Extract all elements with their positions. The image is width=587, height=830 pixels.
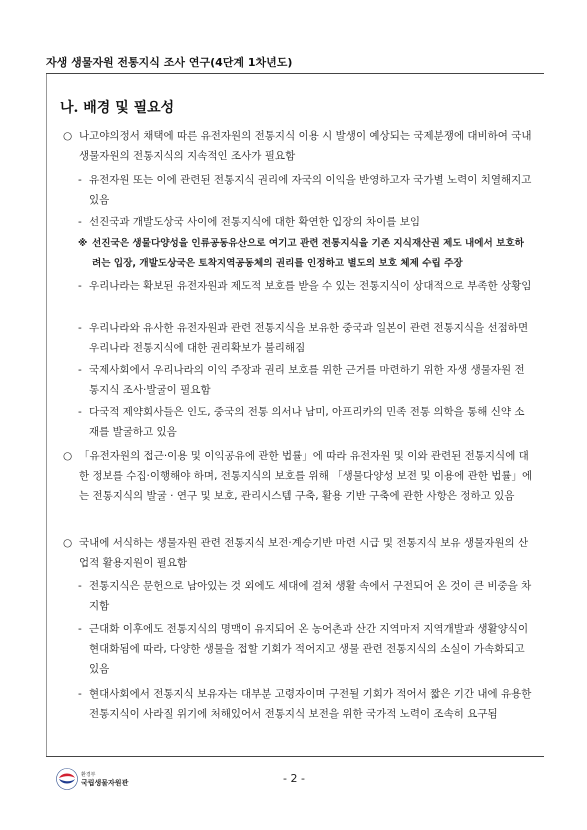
item-text: 근대화 이후에도 전통지식의 명맥이 유지되어 온 농어촌과 산간 지역마저 지역개발과 생활양식이 현대화됨에 따라, 다양한 생물을 접할 기회가 적어지고 생물 관련 전통지식의 소실이 가속화되고 있음 bbox=[89, 623, 529, 675]
dash-item-1a bbox=[78, 170, 533, 210]
dash-item-3c bbox=[78, 684, 533, 724]
circle-bullet: ○ bbox=[63, 130, 73, 142]
item-text: 전통지식은 문헌으로 남아있는 것 외에도 세대에 걸쳐 생활 속에서 구전되어 온 것이 큰 비중을 차지함 bbox=[89, 580, 532, 612]
dash-bullet: - bbox=[78, 364, 82, 376]
dash-bullet: - bbox=[78, 280, 82, 292]
paragraph-text: 「유전자원의 접근·이용 및 이익공유에 관한 법률」에 따라 유전자원 및 이와 관련된 전통지식에 대한 정보를 수집·이행해야 하며, 전통지식의 보호를 위해 「생물다양성 보전 및 이용에 관한 법률」에는 전통지식의 발굴 · 연구 및 보호, 관리시스템 구축, 활용 기반 구축에 관한 사항은 정하고 있음 bbox=[79, 450, 533, 502]
document-header-title: 자생 생물자원 전통지식 조사 연구(4단계 1차년도) bbox=[46, 56, 293, 69]
bullet-paragraph-2 bbox=[63, 446, 533, 506]
dash-item-1c bbox=[78, 276, 533, 296]
government-emblem-icon bbox=[56, 768, 78, 790]
item-text: 다국적 제약회사들은 인도, 중국의 전통 의서나 남미, 아프리카의 민족 전통 의학을 통해 신약 소재를 발굴하고 있음 bbox=[89, 406, 525, 438]
page-number: - 2 - bbox=[283, 772, 305, 785]
ministry-label: 환경부 bbox=[81, 772, 96, 778]
circle-bullet: ○ bbox=[63, 450, 73, 462]
dash-bullet: - bbox=[78, 174, 82, 186]
dash-item-3a bbox=[78, 576, 533, 616]
header-divider bbox=[46, 73, 544, 74]
dash-bullet: - bbox=[78, 688, 82, 700]
institution-name: 국립생물자원관 bbox=[81, 779, 129, 787]
dash-bullet: - bbox=[78, 580, 82, 592]
footer-divider bbox=[46, 756, 544, 757]
item-text: 우리나라는 확보된 유전자원과 제도적 보호를 받을 수 있는 전통지식이 상대적으로 부족한 상황임 bbox=[89, 280, 532, 292]
dash-item-1f bbox=[78, 402, 533, 442]
dash-bullet: - bbox=[78, 623, 82, 635]
bullet-paragraph-1 bbox=[63, 126, 533, 166]
item-text: 국제사회에서 우리나라의 이익 주장과 권리 보호를 위한 근거를 마련하기 위한 자생 생물자원 전통지식 조사·발굴이 필요함 bbox=[89, 364, 525, 396]
circle-bullet: ○ bbox=[63, 537, 73, 549]
dash-item-1d bbox=[78, 318, 533, 358]
item-text: 유전자원 또는 이에 관련된 전통지식 권리에 자국의 이익을 반영하고자 국가별 노력이 치열해지고 있음 bbox=[89, 174, 532, 206]
bullet-paragraph-3 bbox=[63, 533, 533, 573]
dash-bullet: - bbox=[78, 216, 82, 228]
dash-item-3b bbox=[78, 619, 533, 679]
item-text: 우리나라와 유사한 유전자원과 관련 전통지식을 보유한 중국과 일본이 관련 전통지식을 선점하면 우리나라 전통지식에 대한 권리확보가 불리해짐 bbox=[89, 322, 529, 354]
dash-item-1e bbox=[78, 360, 533, 400]
paragraph-text: 나고야의정서 채택에 따른 유전자원의 전통지식 이용 시 발생이 예상되는 국제분쟁에 대비하여 국내 생물자원의 전통지식의 지속적인 조사가 필요함 bbox=[79, 130, 532, 162]
left-margin-line bbox=[46, 74, 47, 756]
dash-bullet: - bbox=[78, 406, 82, 418]
paragraph-text: 국내에 서식하는 생물자원 관련 전통지식 보전·계승기반 마련 시급 및 전통지식 보유 생물자원의 산업적 활용지원이 필요함 bbox=[79, 537, 529, 569]
item-text: 현대사회에서 전통지식 보유자는 대부분 고령자이며 구전될 기회가 적어서 짧은 기간 내에 유용한 전통지식이 사라질 위기에 처해있어서 전통지식 보전을 위한 국가적 노력이 조속히 요구됨 bbox=[89, 688, 532, 720]
note-item bbox=[78, 234, 533, 274]
dash-bullet: - bbox=[78, 322, 82, 334]
dash-item-1b bbox=[78, 212, 533, 232]
item-text: 선진국과 개발도상국 사이에 전통지식에 대한 확연한 입장의 차이를 보임 bbox=[89, 216, 420, 228]
note-text: 선진국은 생물다양성을 인류공동유산으로 여기고 관련 전통지식을 기존 지식재산권 제도 내에서 보호하려는 입장, 개발도상국은 토착지역공동체의 권리를 인정하고 별도의 보호 체제 수립 주장 bbox=[92, 238, 524, 269]
note-mark: ※ bbox=[78, 238, 88, 249]
section-title: 나. 배경 및 필요성 bbox=[60, 100, 175, 116]
